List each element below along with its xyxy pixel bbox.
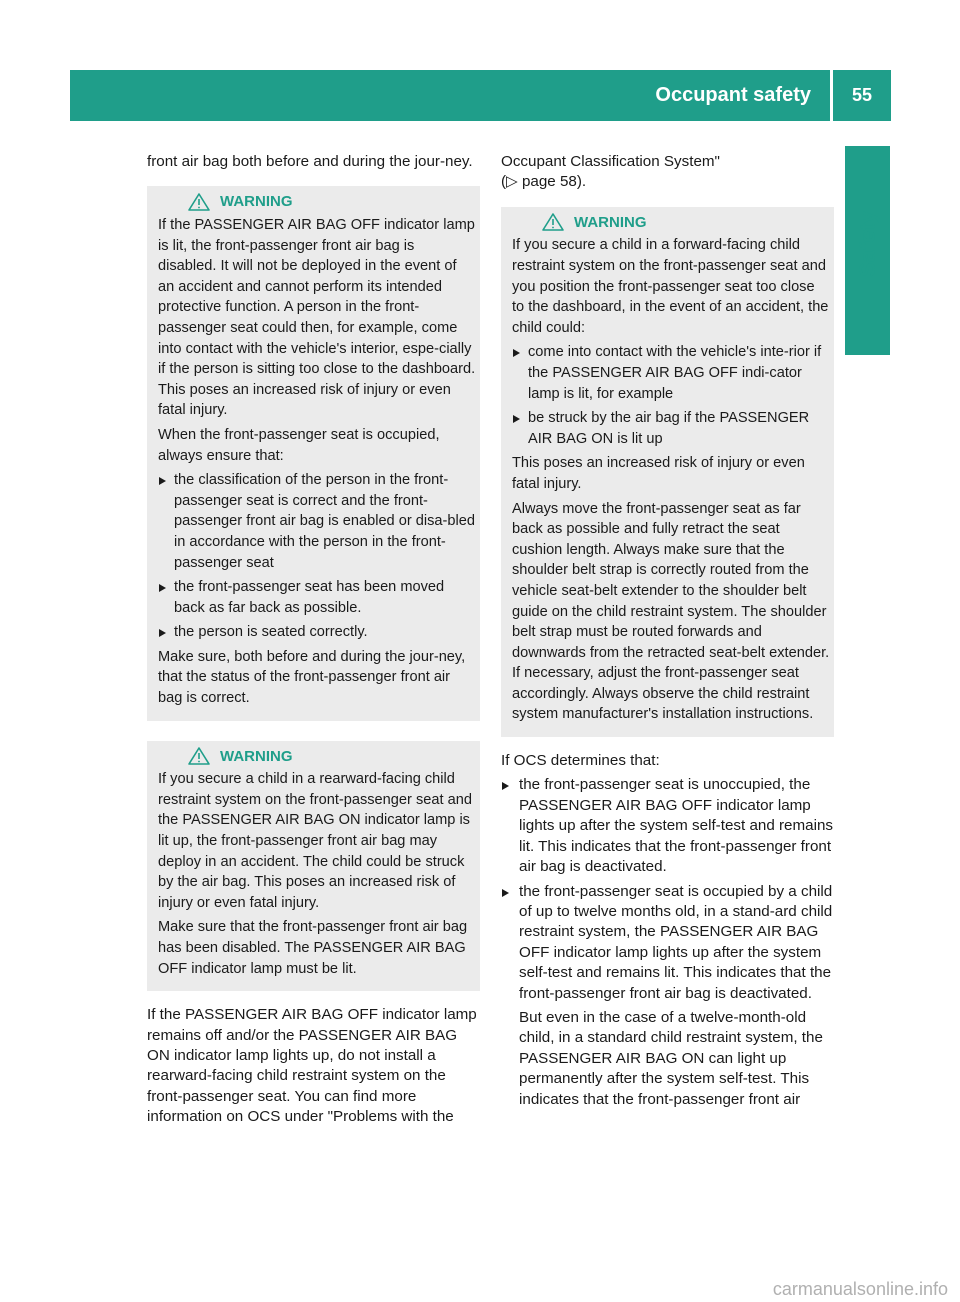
section-title: Occupant safety bbox=[655, 84, 811, 106]
chapter-label: Safety bbox=[855, 210, 880, 277]
warning-text: If you secure a child in a rearward-facing child restraint system on the front-passenger seat and the PASSENGER AIR BAG ON indicator lamp is lit up, the front-passenger front air bag may deploy in an accident. The child could be struck by the air bag. This poses an increased risk of injury or even fatal injury. bbox=[158, 771, 472, 911]
ocs-list bbox=[501, 775, 834, 1003]
warning-text: If you secure a child in a forward-facing child restraint system on the front-passenger seat and you position the front-passenger seat too close to the dashboard, in the event of an accident, the child could: bbox=[512, 237, 829, 336]
warning-triangle-icon bbox=[188, 193, 210, 211]
left-column bbox=[147, 152, 480, 1132]
intro-text: Occupant Classification System" bbox=[501, 153, 720, 170]
warning-header bbox=[158, 747, 476, 768]
warning-title: WARNING bbox=[574, 213, 647, 231]
warning-text: When the front-passenger seat is occupied, always ensure that: bbox=[158, 426, 440, 464]
warning-box bbox=[501, 207, 834, 737]
list-item: the person is seated correctly. bbox=[158, 622, 476, 643]
warning-title: WARNING bbox=[220, 193, 293, 211]
page-header bbox=[70, 70, 891, 121]
list-item: the front-passenger seat is unoccupied, the PASSENGER AIR BAG OFF indicator lamp lights up after the system self-test and remains lit. This indicates that the front-passenger front air bag is deactivated. bbox=[501, 775, 834, 877]
list-item: the front-passenger seat is occupied by a child of up to twelve months old, in a stand-ard child restraint system, the PASSENGER AIR BAG OFF indicator lamp lights up after the system self-test and remains lit. This indicates that the front-passenger front air bag is deactivated. bbox=[501, 882, 834, 1004]
right-column bbox=[501, 152, 834, 1114]
list-item: come into contact with the vehicle's inte-rior if the PASSENGER AIR BAG OFF indi-cator lamp is lit, for example bbox=[512, 342, 830, 404]
page-reference: (▷ page 58). bbox=[501, 173, 587, 191]
list-item: the classification of the person in the front-passenger seat is correct and the front-passenger front air bag is enabled or disa-bled in accordance with the person in the front-passenger seat bbox=[158, 470, 476, 573]
warning-list bbox=[512, 342, 830, 449]
ocs-intro: If OCS determines that: bbox=[501, 752, 660, 770]
intro-text: front air bag both before and during the jour-ney. bbox=[147, 153, 473, 170]
warning-text: Always move the front-passenger seat as far back as possible and fully retract the seat cushion length. Always make sure that the shoulder belt strap is correctly routed from the vehicle seat-belt extender to the shoulder belt guide on the child restraint system. The shoulder belt strap must be routed forwards and downwards from the retracted seat-belt extender. If necessary, adjust the front-passenger seat accordingly. Always observe the child restraint system manufacturer's installation instructions. bbox=[512, 500, 830, 723]
watermark: carmanualsonline.info bbox=[772, 1279, 948, 1299]
warning-text: If the PASSENGER AIR BAG OFF indicator lamp is lit, the front-passenger front air bag is disabled. It will not be deployed in the event of an accident and cannot perform its intended protective function. A person in the front-passenger seat could then, for example, come into contact with the vehicle's interior, espe-cially if the person is sitting too close to the dashboard. This poses an increased risk of injury or even fatal injury. bbox=[158, 217, 476, 419]
warning-list bbox=[158, 470, 476, 643]
warning-box bbox=[147, 741, 480, 992]
closing-text: If the PASSENGER AIR BAG OFF indicator lamp remains off and/or the PASSENGER AIR BAG ON indicator lamp lights up, do not install a rearward-facing child restraint system on the front-passenger seat. You can find more information on OCS under "Problems with the bbox=[147, 1006, 477, 1126]
warning-triangle-icon bbox=[542, 213, 564, 231]
warning-header bbox=[158, 192, 476, 213]
warning-text: Make sure that the front-passenger front air bag has been disabled. The PASSENGER AIR BAG OFF indicator lamp must be lit. bbox=[158, 919, 468, 977]
warning-box bbox=[147, 186, 480, 720]
warning-title: WARNING bbox=[220, 747, 293, 765]
list-item: the front-passenger seat has been moved back as far back as possible. bbox=[158, 577, 476, 618]
warning-text: This poses an increased risk of injury or even fatal injury. bbox=[512, 455, 805, 492]
list-item: be struck by the air bag if the PASSENGER AIR BAG ON is lit up bbox=[512, 408, 830, 449]
warning-text: Make sure, both before and during the jour-ney, that the status of the front-passenger front air bag is correct. bbox=[158, 648, 466, 707]
page-number: 55 bbox=[851, 85, 873, 105]
warning-triangle-icon bbox=[188, 747, 210, 765]
ocs-continuation: But even in the case of a twelve-month-old child, in a standard child restraint system, the PASSENGER AIR BAG ON can light up permanently after the system self-test. This indicates that the front-passenger front air bbox=[519, 1008, 823, 1108]
warning-header bbox=[512, 213, 830, 234]
